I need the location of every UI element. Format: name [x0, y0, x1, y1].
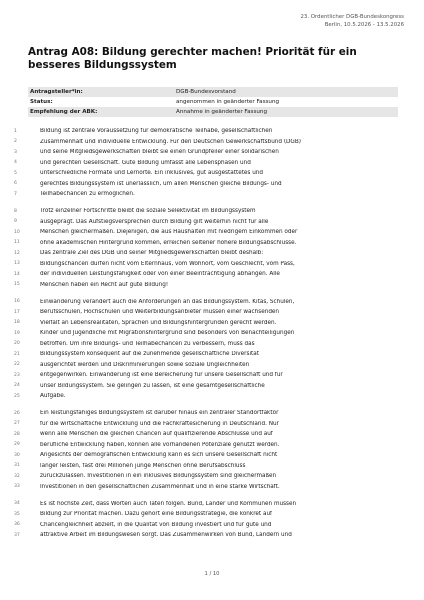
line-text: Es ist höchste Zeit, dass Worten auch Taten folgen. Bund, Länder und Kommunen müssen	[40, 500, 297, 507]
line-text: betroffen. Um ihre Bildungs- und Teilhabechancen zu verbessern, muss das	[40, 340, 255, 347]
line-text: entgegenwirken. Einwanderung ist eine Bereicherung für unsere Gesellschaft und für	[40, 372, 283, 379]
line-number: 32	[14, 473, 20, 479]
line-number: 1	[14, 128, 17, 134]
line-text: Bildungschancen dürfen nicht vom Elternhaus, vom Wohnort, vom Geschlecht, vom Pass,	[40, 260, 295, 267]
line-text: für die wirtschaftliche Entwicklung und die Fachkräftesicherung in Deutschland. Nur	[40, 420, 279, 427]
line-text: unterschiedliche Formate und Lernorte. Ein inklusives, gut ausgestattetes und	[40, 170, 264, 177]
line-number: 3	[14, 149, 17, 155]
text-line	[14, 450, 410, 461]
text-line	[14, 530, 410, 541]
text-line	[14, 482, 410, 493]
text-line	[14, 147, 410, 158]
meta-key: Status:	[30, 99, 53, 105]
text-line	[14, 360, 410, 371]
meta-row-recommendation	[28, 107, 398, 117]
line-text: berufliche Entwicklung haben, können alle vorhandenen Potenziale genutzt werden.	[40, 441, 280, 448]
line-number: 10	[14, 229, 20, 235]
text-line	[14, 189, 410, 200]
line-number: 15	[14, 282, 20, 288]
line-number: 26	[14, 410, 20, 416]
page-number: 1 / 10	[204, 571, 220, 577]
line-number: 34	[14, 501, 20, 507]
text-line	[14, 318, 410, 329]
line-number: 25	[14, 393, 20, 399]
line-text: Vielfalt an Lebensrealitäten, Sprachen und Bildungshintergründen gerecht werden.	[40, 319, 277, 326]
line-text: Bildungssystem konsequent auf die zunehmende gesellschaftliche Diversität	[40, 351, 259, 358]
text-line	[14, 339, 410, 350]
line-text: ohne akademischen Hintergrund kommen, erreichen seltener höhere Bildungsabschlüsse.	[40, 239, 297, 246]
line-text: Berufsschulen, Hochschulen und Weiterbildungsanbieter müssen einer wachsenden	[40, 309, 280, 316]
text-line	[14, 499, 410, 510]
text-line	[14, 269, 410, 280]
line-number: 23	[14, 372, 20, 378]
text-line	[14, 370, 410, 381]
text-line	[14, 509, 410, 520]
text-line	[14, 227, 410, 238]
congress-name: 23. Ordentlicher DGB-Bundeskongress	[300, 14, 404, 20]
meta-value: DGB-Bundesvorstand	[176, 89, 236, 95]
motion-meta-table	[28, 87, 398, 117]
text-line	[14, 217, 410, 228]
line-text: Angesichts der demografischen Entwicklung kann es sich unsere Gesellschaft nicht	[40, 452, 278, 459]
text-line	[14, 206, 410, 217]
meta-value: Annahme in geänderter Fassung	[176, 109, 268, 115]
text-line	[14, 419, 410, 430]
line-number: 21	[14, 351, 20, 357]
line-number: 14	[14, 271, 20, 277]
motion-title: Antrag A08: Bildung gerechter machen! Priorität für ein besseres Bildungssystem	[28, 46, 357, 71]
line-number: 37	[14, 532, 20, 538]
line-number: 6	[14, 181, 17, 187]
meta-row-applicant	[28, 87, 398, 97]
line-number: 8	[14, 208, 17, 214]
line-number: 24	[14, 383, 20, 389]
text-line	[14, 297, 410, 308]
line-text: Menschen haben ein Recht auf gute Bildung!	[40, 281, 169, 288]
meta-row-status	[28, 97, 398, 107]
congress-date-place: Berlin, 10.5.2026 - 13.5.2026	[324, 22, 404, 28]
text-line	[14, 381, 410, 392]
line-text: Zusammenhalt und individuelle Entwicklung. Für den Deutschen Gewerkschaftsbund (DGB)	[40, 138, 301, 145]
line-text: Ein leistungsfähiges Bildungssystem ist darüber hinaus ein zentraler Standortfaktor	[40, 410, 279, 417]
text-line	[14, 158, 410, 169]
line-number: 33	[14, 484, 20, 490]
line-number: 9	[14, 219, 17, 225]
line-text: und gerechten Gesellschaft. Gute Bildung umfasst alle Lebensphasen und	[40, 159, 251, 166]
line-number: 11	[14, 240, 20, 246]
line-number: 35	[14, 511, 20, 517]
text-line	[14, 168, 410, 179]
line-text: zurückzulassen. Investitionen in ein inklusives Bildungssystem sind gleichermaßen	[40, 473, 277, 480]
line-text: Trotz einzelner Fortschritte bleibt die soziale Selektivität im Bildungssystem	[40, 208, 256, 215]
congress-header	[301, 13, 405, 29]
text-line	[14, 328, 410, 339]
line-text: wenn alle Menschen die gleichen Chancen auf qualifizierende Abschlüsse und auf	[40, 431, 273, 438]
text-line	[14, 137, 410, 148]
line-number: 20	[14, 341, 20, 347]
line-text: Investitionen in den gesellschaftlichen Zusammenhalt und in eine starke Wirtschaft.	[40, 483, 280, 490]
text-line	[14, 349, 410, 360]
text-line	[14, 429, 410, 440]
line-text: Bildung ist zentrale Voraussetzung für demokratische Teilhabe, gesellschaftlichen	[40, 128, 273, 135]
line-text: Menschen gleichermaßen. Diejenigen, die aus Haushalten mit niedrigem Einkommen oder	[40, 229, 298, 236]
text-line	[14, 179, 410, 190]
line-number: 29	[14, 442, 20, 448]
line-number: 36	[14, 522, 20, 528]
text-line	[14, 408, 410, 419]
text-line	[14, 280, 410, 291]
line-number: 27	[14, 421, 20, 427]
line-number: 4	[14, 160, 17, 166]
meta-key: Antragsteller*in:	[30, 89, 83, 95]
line-number: 19	[14, 330, 20, 336]
line-number: 31	[14, 463, 20, 469]
text-line	[14, 307, 410, 318]
line-text: und seine Mitgliedsgewerkschaften bleibt sie einen Grundpfeiler einer solidarischen	[40, 149, 279, 156]
line-number: 30	[14, 452, 20, 458]
meta-key: Empfehlung der ABK:	[30, 109, 98, 115]
text-line	[14, 248, 410, 259]
line-number: 22	[14, 362, 20, 368]
line-text: unser Bildungssystem. Sie gelingen zu lassen, ist eine gesamtgesellschaftliche	[40, 382, 265, 389]
line-number: 13	[14, 261, 20, 267]
text-line	[14, 391, 410, 402]
line-text: Kinder und Jugendliche mit Migrationshintergrund sind besonders von Benachteiligungen	[40, 330, 295, 337]
text-line	[14, 440, 410, 451]
line-text: Chancengleichheit abzielt, in die Qualität von Bildung investiert und für gute und	[40, 521, 272, 528]
line-number: 5	[14, 170, 17, 176]
line-text: ausgerichtet werden und Diskriminierungen sowie soziale Ungleichheiten	[40, 361, 250, 368]
text-line	[14, 238, 410, 249]
line-number: 16	[14, 299, 20, 305]
text-line	[14, 471, 410, 482]
text-line	[14, 259, 410, 270]
meta-value: angenommen in geänderter Fassung	[176, 99, 280, 105]
motion-body	[14, 126, 410, 541]
text-line	[14, 461, 410, 472]
line-text: attraktive Arbeit im Bildungswesen sorgt. Das Zusammenwirken von Bund, Ländern und	[40, 532, 292, 539]
line-number: 7	[14, 191, 17, 197]
line-number: 2	[14, 139, 17, 145]
line-text: Einwanderung verändert auch die Anforderungen an das Bildungssystem. Kitas, Schulen,	[40, 298, 295, 305]
line-text: der individuellen Leistungsfähigkeit oder von einer Beeinträchtigung abhängen. Alle	[40, 271, 280, 278]
line-number: 12	[14, 250, 20, 256]
line-text: Das zentrale Ziel des DGB und seiner Mitgliedsgewerkschaften bleibt deshalb:	[40, 250, 264, 257]
line-text: Aufgabe.	[40, 393, 66, 400]
line-text: Teilhabechancen zu ermöglichen.	[40, 191, 135, 198]
line-number: 17	[14, 309, 20, 315]
line-text: ausgeprägt. Das Aufstiegsversprechen durch Bildung gilt weiterhin nicht für alle	[40, 218, 269, 225]
line-number: 28	[14, 431, 20, 437]
text-line	[14, 126, 410, 137]
line-text: gerechtes Bildungssystem ist unerlässlich, um allen Menschen gleiche Bildungs- und	[40, 180, 282, 187]
line-text: länger leisten, fast drei Millionen junge Menschen ohne Berufsabschluss	[40, 462, 246, 469]
line-text: Bildung zur Priorität machen. Dazu gehört eine Bildungsstrategie, die konkret auf	[40, 511, 273, 518]
line-number: 18	[14, 320, 20, 326]
text-line	[14, 520, 410, 531]
